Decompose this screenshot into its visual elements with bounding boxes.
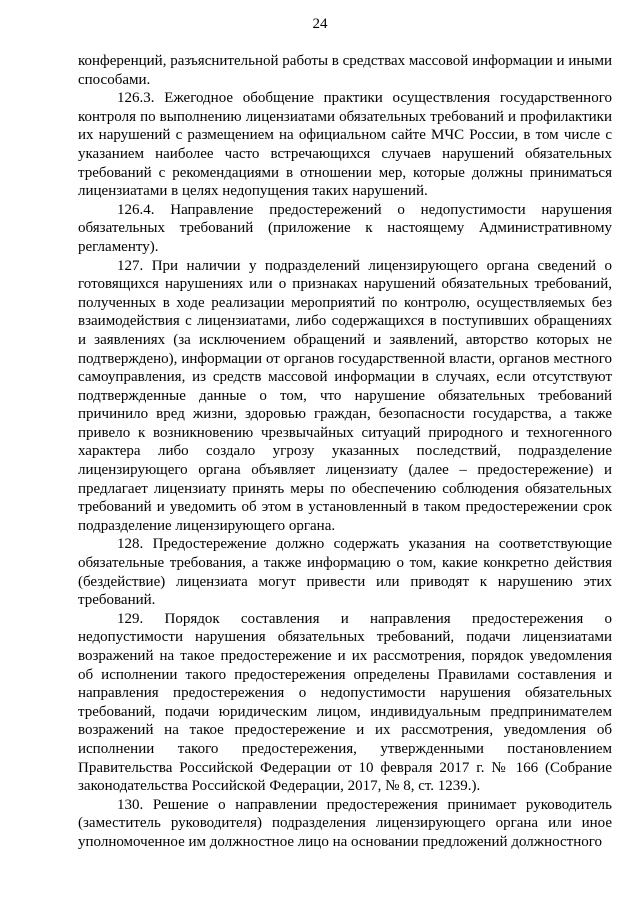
document-body (78, 52, 612, 852)
paragraph-126-3: 126.3. Ежегодное обобщение практики осуществления государственного контроля по выполнению лицензиатами обязательных требований и профилактики их нарушений с размещением на официальном сайте МЧС России, в том числе с указанием наиболее часто встречающихся случаев нарушений обязательных требований с рекомендациями в отношении мер, которые должны приниматься лицензиатами в целях недопущения таких нарушений. (78, 90, 612, 200)
page-number: 24 (312, 16, 328, 32)
paragraph-130: 130. Решение о направлении предостережения принимает руководитель (заместитель руководителя) подразделения лицензирующего органа или иное уполномоченное им должностное лицо на основании предложений должностного (78, 796, 612, 850)
paragraph-127: 127. При наличии у подразделений лицензирующего органа сведений о готовящихся нарушениях или о признаках нарушений обязательных требований, полученных в ходе реализации мероприятий по контролю, осуществляемых без взаимодействия с лицензиатами, либо содержащихся в поступивших обращениях и заявлениях (за исключением обращений и заявлений, авторство которых не подтверждено), информации от органов государственной власти, органов местного самоуправления, из средств массовой информации в случаях, если отсутствуют подтвержденные данные о том, что нарушение обязательных требований причинило вред жизни, здоровью граждан, безопасности государства, а также привело к возникновению чрезвычайных ситуаций природного и техногенного характера либо создало угрозу указанных последствий, подразделение лицензирующего органа объявляет лицензиату (далее – предостережение) и предлагает лицензиату принять меры по обеспечению соблюдения обязательных требований и уведомить об этом в установленный в таком предостережении срок подразделение лицензирующего органа. (78, 257, 612, 534)
paragraph-126-4: 126.4. Направление предостережений о недопустимости нарушения обязательных требований (приложение к настоящему Административному регламенту). (78, 201, 612, 255)
paragraph-129: 129. Порядок составления и направления предостережения о недопустимости нарушения обязательных требований, подачи лицензиатами возражений на такое предостережение и их рассмотрения, порядок уведомления об исполнении такого предостережения определены Правилами составления и направления предостережения о недопустимости нарушения обязательных требований, подачи юридическим лицом, индивидуальным предпринимателем возражений на такое предостережение и их рассмотрения, уведомления об исполнении такого предостережения, утвержденными постановлением Правительства Российской Федерации от 10 февраля 2017 г. № 166 (Собрание законодательства Российской Федерации, 2017, № 8, ст. 1239.). (78, 610, 612, 795)
paragraph-128: 128. Предостережение должно содержать указания на соответствующие обязательные требования, а также информацию о том, какие конкретно действия (бездействие) лицензиата могут привести или приводят к нарушению этих требований. (78, 536, 612, 609)
paragraph-continuation: конференций, разъяснительной работы в средствах массовой информации и иными способами. (78, 53, 612, 88)
